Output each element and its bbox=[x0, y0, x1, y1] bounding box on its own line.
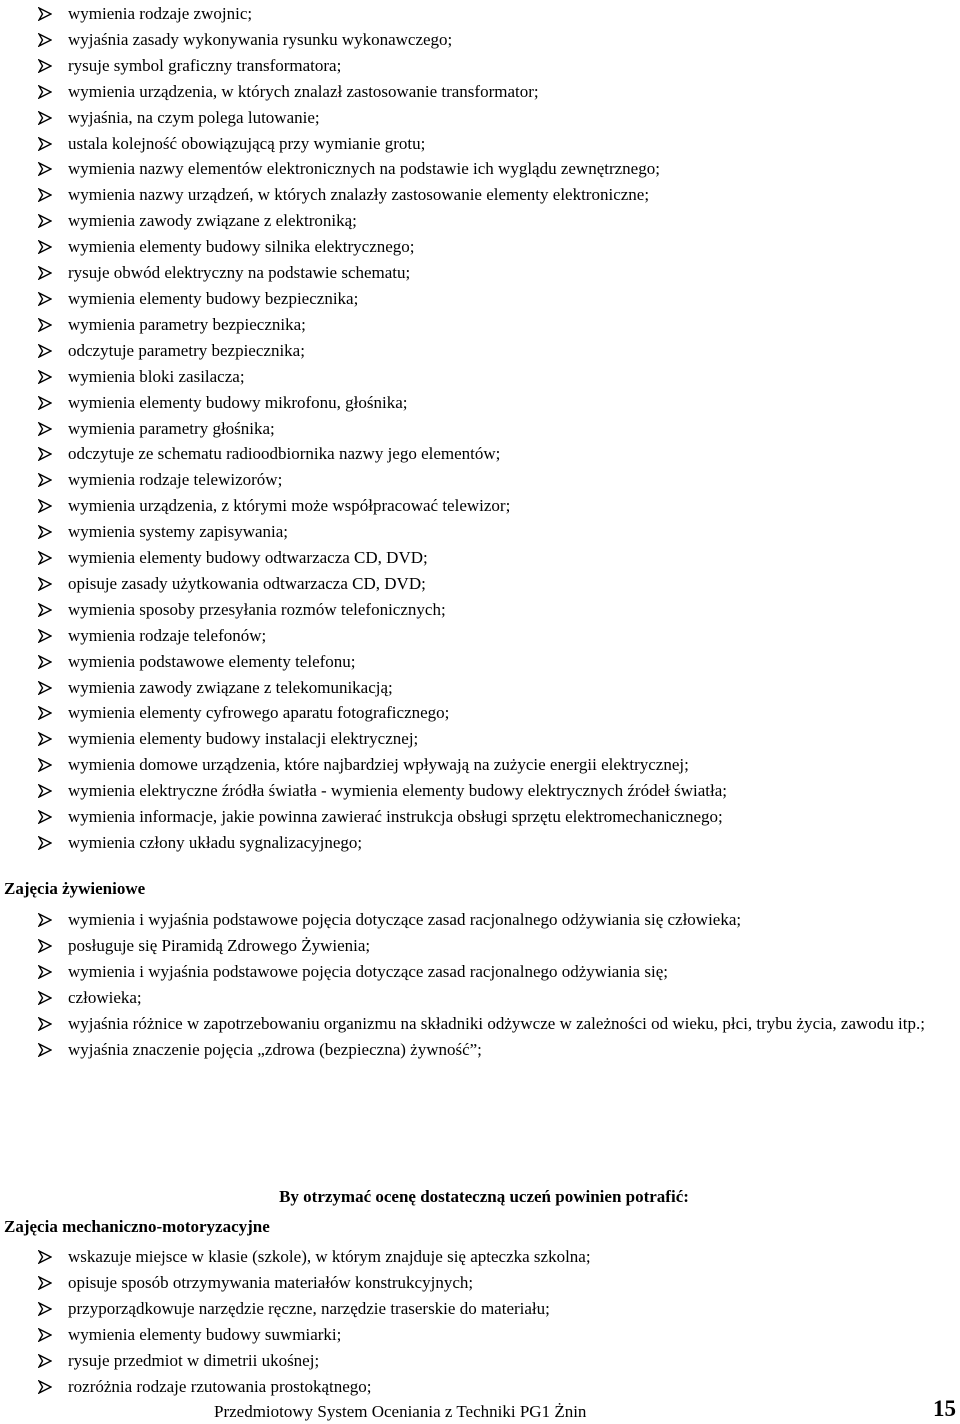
list-item bbox=[0, 700, 960, 726]
arrowhead-bullet-icon bbox=[38, 732, 52, 746]
list-item bbox=[0, 726, 960, 752]
list-item bbox=[0, 597, 960, 623]
list-item-text: rysuje symbol graficzny transformatora; bbox=[68, 55, 342, 75]
list-item-text: wymienia elementy budowy odtwarzacza CD, DVD; bbox=[68, 548, 428, 568]
arrowhead-bullet-icon bbox=[38, 1250, 52, 1264]
list-item bbox=[0, 545, 960, 571]
list-item bbox=[0, 338, 960, 364]
list-item-text: przyporządkowuje narzędzie ręczne, narzędzie traserskie do materiału; bbox=[68, 1298, 550, 1318]
list-item bbox=[0, 752, 960, 778]
section-heading-nutrition: Zajęcia żywieniowe bbox=[4, 879, 146, 898]
list-item bbox=[0, 1348, 960, 1374]
list-item bbox=[0, 1244, 960, 1270]
list-item-text: wymienia rodzaje telewizorów; bbox=[68, 470, 283, 490]
arrowhead-bullet-icon bbox=[38, 85, 52, 99]
list-item bbox=[0, 985, 960, 1011]
list-item bbox=[0, 208, 960, 234]
arrowhead-bullet-icon bbox=[38, 59, 52, 73]
list-item-text: wymienia człony układu sygnalizacyjnego; bbox=[68, 833, 363, 852]
arrowhead-bullet-icon bbox=[38, 551, 52, 565]
list-item bbox=[0, 441, 960, 467]
arrowhead-bullet-icon bbox=[38, 214, 52, 228]
arrowhead-bullet-icon bbox=[38, 1043, 52, 1057]
list-item bbox=[0, 778, 960, 804]
list-item-text: wymienia elementy budowy mikrofonu, głośnika; bbox=[68, 392, 408, 412]
list-item-text: wyjaśnia zasady wykonywania rysunku wykonawczego; bbox=[68, 29, 453, 49]
list-item-text: wymienia domowe urządzenia, które najbardziej wpływają na zużycie energii elektrycznej; bbox=[68, 755, 689, 775]
list-item-text: rysuje obwód elektryczny na podstawie schematu; bbox=[68, 263, 411, 283]
arrowhead-bullet-icon bbox=[38, 939, 52, 953]
criteria-list-electronics bbox=[0, 1, 960, 856]
arrowhead-bullet-icon bbox=[38, 447, 52, 461]
list-item bbox=[0, 571, 960, 597]
list-item bbox=[0, 79, 960, 105]
list-item-text: wyjaśnia znaczenie pojęcia „zdrowa (bezpieczna) żywność”; bbox=[68, 1039, 482, 1059]
list-item bbox=[0, 467, 960, 493]
arrowhead-bullet-icon bbox=[38, 810, 52, 824]
page-footer bbox=[0, 1398, 960, 1424]
list-item-text: wymienia parametry głośnika; bbox=[68, 418, 275, 438]
arrowhead-bullet-icon bbox=[38, 1380, 52, 1394]
list-item bbox=[0, 416, 960, 442]
arrowhead-bullet-icon bbox=[38, 1302, 52, 1316]
arrowhead-bullet-icon bbox=[38, 33, 52, 47]
list-item-text: wskazuje miejsce w klasie (szkole), w którym znajduje się apteczka szkolna; bbox=[68, 1247, 591, 1266]
list-item-text: ustala kolejność obowiązującą przy wymianie grotu; bbox=[68, 133, 426, 153]
list-item bbox=[0, 364, 960, 390]
list-item-text: wymienia informacje, jakie powinna zawierać instrukcja obsługi sprzętu elektromechanicznego; bbox=[68, 807, 723, 827]
list-item bbox=[0, 1037, 960, 1063]
section-heading-mechanical: Zajęcia mechaniczno-motoryzacyjne bbox=[4, 1217, 270, 1236]
arrowhead-bullet-icon bbox=[38, 836, 52, 850]
list-item-text: wymienia i wyjaśnia podstawowe pojęcia dotyczące zasad racjonalnego odżywiania się; bbox=[68, 961, 668, 981]
arrowhead-bullet-icon bbox=[38, 266, 52, 280]
footer-text: Przedmiotowy System Oceniania z Techniki PG1 Żnin bbox=[214, 1402, 587, 1421]
arrowhead-bullet-icon bbox=[38, 913, 52, 927]
list-item bbox=[0, 182, 960, 208]
list-item-text: wymienia zawody związane z telekomunikacją; bbox=[68, 677, 393, 697]
arrowhead-bullet-icon bbox=[38, 603, 52, 617]
list-item bbox=[0, 131, 960, 157]
list-item-text: wymienia elementy budowy instalacji elektrycznej; bbox=[68, 729, 419, 749]
criteria-list-nutrition bbox=[0, 907, 960, 1062]
arrowhead-bullet-icon bbox=[38, 577, 52, 591]
arrowhead-bullet-icon bbox=[38, 7, 52, 21]
arrowhead-bullet-icon bbox=[38, 344, 52, 358]
list-item-text: wymienia sposoby przesyłania rozmów telefonicznych; bbox=[68, 599, 446, 619]
list-item bbox=[0, 260, 960, 286]
list-item bbox=[0, 390, 960, 416]
list-item-text: odczytuje parametry bezpiecznika; bbox=[68, 340, 305, 360]
arrowhead-bullet-icon bbox=[38, 318, 52, 332]
list-item bbox=[0, 1011, 960, 1037]
list-item bbox=[0, 675, 960, 701]
arrowhead-bullet-icon bbox=[38, 162, 52, 176]
arrowhead-bullet-icon bbox=[38, 1017, 52, 1031]
list-item-text: wymienia elementy budowy bezpiecznika; bbox=[68, 288, 359, 308]
list-item-text: wymienia elementy budowy silnika elektrycznego; bbox=[68, 237, 415, 257]
list-item bbox=[0, 105, 960, 131]
list-item bbox=[0, 234, 960, 260]
list-item bbox=[0, 1, 960, 27]
list-item-text: posługuje się Piramidą Zdrowego Żywienia; bbox=[68, 935, 371, 955]
list-item-text: opisuje zasady użytkowania odtwarzacza CD, DVD; bbox=[68, 573, 426, 593]
list-item-text: wymienia elementy cyfrowego aparatu fotograficznego; bbox=[68, 703, 450, 723]
list-item bbox=[0, 933, 960, 959]
arrowhead-bullet-icon bbox=[38, 681, 52, 695]
arrowhead-bullet-icon bbox=[38, 706, 52, 720]
list-item bbox=[0, 493, 960, 519]
arrowhead-bullet-icon bbox=[38, 396, 52, 410]
arrowhead-bullet-icon bbox=[38, 758, 52, 772]
arrowhead-bullet-icon bbox=[38, 370, 52, 384]
list-item bbox=[0, 907, 960, 933]
list-item bbox=[0, 959, 960, 985]
list-item-text: wyjaśnia różnice w zapotrzebowaniu organizmu na składniki odżywcze w zależności od wieku, płci, trybu życia, zawodu itp.; bbox=[68, 1013, 925, 1033]
list-item bbox=[0, 53, 960, 79]
list-item bbox=[0, 1322, 960, 1348]
list-item-text: wymienia podstawowe elementy telefonu; bbox=[68, 651, 356, 671]
list-item bbox=[0, 1374, 960, 1400]
list-item bbox=[0, 1296, 960, 1322]
list-item-text: wymienia rodzaje zwojnic; bbox=[68, 4, 253, 23]
arrowhead-bullet-icon bbox=[38, 499, 52, 513]
arrowhead-bullet-icon bbox=[38, 1328, 52, 1342]
arrowhead-bullet-icon bbox=[38, 655, 52, 669]
list-item-text: wymienia urządzenia, w których znalazł zastosowanie transformator; bbox=[68, 81, 539, 101]
list-item-text: wymienia nazwy urządzeń, w których znalazły zastosowanie elementy elektroniczne; bbox=[68, 185, 650, 205]
arrowhead-bullet-icon bbox=[38, 784, 52, 798]
arrowhead-bullet-icon bbox=[38, 137, 52, 151]
list-item-text: wymienia urządzenia, z którymi może współpracować telewizor; bbox=[68, 496, 511, 516]
list-item-text: wymienia systemy zapisywania; bbox=[68, 522, 289, 542]
list-item bbox=[0, 623, 960, 649]
criteria-list-mechanical bbox=[0, 1244, 960, 1399]
arrowhead-bullet-icon bbox=[38, 473, 52, 487]
page-number: 15 bbox=[933, 1396, 956, 1421]
list-item bbox=[0, 649, 960, 675]
list-item-text: rozróżnia rodzaje rzutowania prostokątnego; bbox=[68, 1376, 372, 1396]
list-item bbox=[0, 286, 960, 312]
list-item bbox=[0, 804, 960, 830]
list-item-text: wymienia elektryczne źródła światła - wymienia elementy budowy elektrycznych źródeł światła; bbox=[68, 781, 727, 801]
list-item-text: odczytuje ze schematu radioodbiornika nazwy jego elementów; bbox=[68, 444, 501, 464]
arrowhead-bullet-icon bbox=[38, 1276, 52, 1290]
list-item-text: wymienia zawody związane z elektroniką; bbox=[68, 211, 357, 231]
list-item-text: wymienia nazwy elementów elektronicznych na podstawie ich wyglądu zewnętrznego; bbox=[68, 159, 660, 179]
list-item-text: wymienia i wyjaśnia podstawowe pojęcia dotyczące zasad racjonalnego odżywiania się człowieka; bbox=[68, 910, 742, 929]
list-item-text: człowieka; bbox=[68, 987, 142, 1007]
arrowhead-bullet-icon bbox=[38, 422, 52, 436]
arrowhead-bullet-icon bbox=[38, 525, 52, 539]
list-item-text: opisuje sposób otrzymywania materiałów konstrukcyjnych; bbox=[68, 1272, 474, 1292]
list-item-text: wymienia rodzaje telefonów; bbox=[68, 625, 267, 645]
list-item-text: wymienia elementy budowy suwmiarki; bbox=[68, 1324, 342, 1344]
arrowhead-bullet-icon bbox=[38, 991, 52, 1005]
grade-heading: By otrzymać ocenę dostateczną uczeń powinien potrafić: bbox=[279, 1187, 689, 1206]
arrowhead-bullet-icon bbox=[38, 240, 52, 254]
arrowhead-bullet-icon bbox=[38, 1354, 52, 1368]
list-item bbox=[0, 312, 960, 338]
list-item-text: wymienia parametry bezpiecznika; bbox=[68, 314, 306, 334]
arrowhead-bullet-icon bbox=[38, 111, 52, 125]
list-item bbox=[0, 830, 960, 856]
list-item-text: rysuje przedmiot w dimetrii ukośnej; bbox=[68, 1350, 320, 1370]
arrowhead-bullet-icon bbox=[38, 629, 52, 643]
list-item-text: wyjaśnia, na czym polega lutowanie; bbox=[68, 107, 320, 127]
list-item bbox=[0, 27, 960, 53]
list-item bbox=[0, 1270, 960, 1296]
list-item bbox=[0, 519, 960, 545]
arrowhead-bullet-icon bbox=[38, 965, 52, 979]
arrowhead-bullet-icon bbox=[38, 292, 52, 306]
arrowhead-bullet-icon bbox=[38, 188, 52, 202]
list-item-text: wymienia bloki zasilacza; bbox=[68, 366, 245, 386]
list-item bbox=[0, 156, 960, 182]
